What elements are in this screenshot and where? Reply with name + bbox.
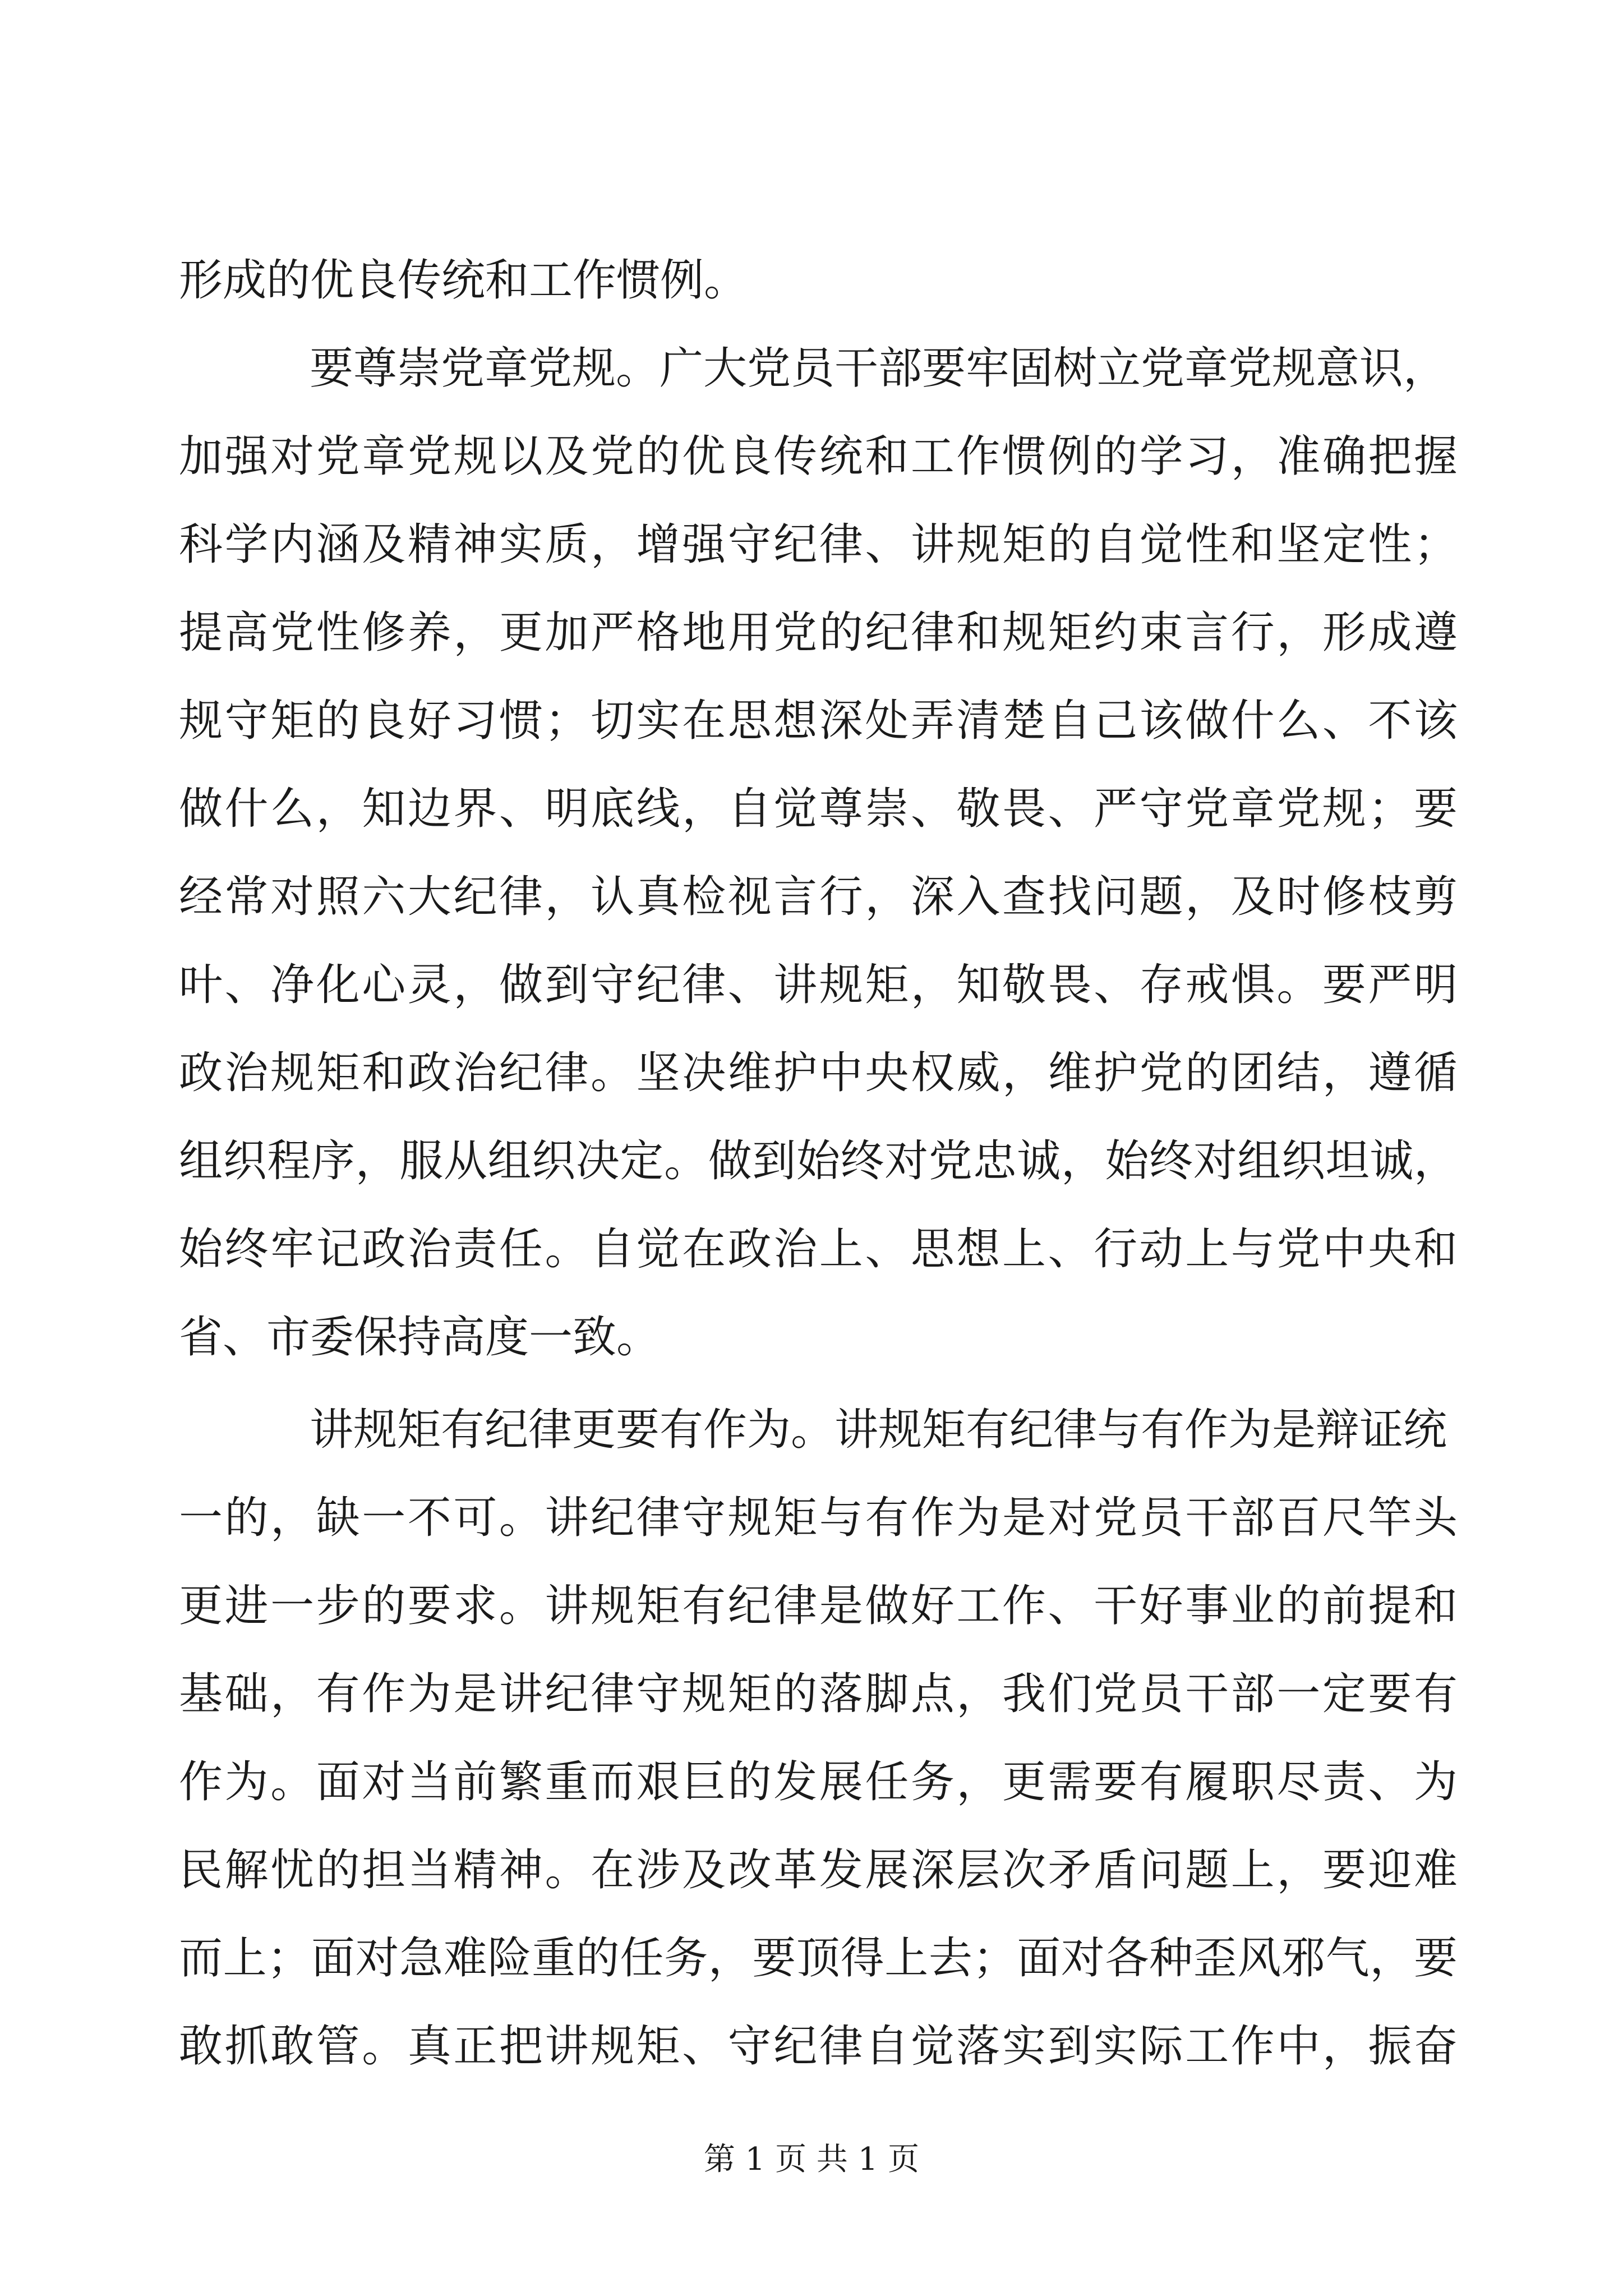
text-line: 形成的优良传统和工作惯例。 — [179, 255, 748, 306]
text-line: 经常对照六大纪律，认真检视言行，深入查找问题，及时修枝剪 — [179, 872, 1458, 922]
text-line: 提高党性修养，更加严格地用党的纪律和规矩约束言行，形成遵 — [179, 608, 1458, 658]
text-line: 始终牢记政治责任。自觉在政治上、思想上、行动上与党中央和 — [179, 1224, 1458, 1274]
page-number-footer: 第 1 页 共 1 页 — [703, 2141, 920, 2178]
text-line: 规守矩的良好习惯；切实在思想深处弄清楚自己该做什么、不该 — [179, 696, 1458, 746]
text-line: 省、市委保持高度一致。 — [179, 1312, 661, 1363]
text-line: 加强对党章党规以及党的优良传统和工作惯例的学习，准确把握 — [179, 431, 1458, 482]
text-line: 一的，缺一不可。讲纪律守规矩与有作为是对党员干部百尺竿头 — [179, 1493, 1458, 1543]
text-line: 做什么，知边界、明底线，自觉尊崇、敬畏、严守党章党规；要 — [179, 784, 1458, 834]
text-line: 敢抓敢管。真正把讲规矩、守纪律自觉落实到实际工作中，振奋 — [179, 2021, 1458, 2072]
text-line: 而上；面对急难险重的任务，要顶得上去；面对各种歪风邪气，要 — [179, 1933, 1458, 1984]
text-line: 叶、净化心灵，做到守纪律、讲规矩，知敬畏、存戒惧。要严明 — [179, 960, 1458, 1010]
text-line: 组织程序，服从组织决定。做到始终对党忠诚，始终对组织坦诚， — [179, 1136, 1458, 1186]
text-line: 民解忧的担当精神。在涉及改革发展深层次矛盾问题上，要迎难 — [179, 1845, 1458, 1895]
text-line: 科学内涵及精神实质，增强守纪律、讲规矩的自觉性和坚定性； — [179, 519, 1458, 570]
text-line: 基础，有作为是讲纪律守规矩的落脚点，我们党员干部一定要有 — [179, 1669, 1458, 1719]
paragraph-first-line: 要尊崇党章党规。广大党员干部要牢固树立党章党规意识， — [310, 343, 1447, 394]
text-line: 更进一步的要求。讲规矩有纪律是做好工作、干好事业的前提和 — [179, 1581, 1458, 1631]
text-line: 政治规矩和政治纪律。坚决维护中央权威，维护党的团结，遵循 — [179, 1048, 1458, 1098]
text-line: 作为。面对当前繁重而艰巨的发展任务，更需要有履职尽责、为 — [179, 1757, 1458, 1807]
paragraph-first-line: 讲规矩有纪律更要有作为。讲规矩有纪律与有作为是辩证统 — [310, 1405, 1447, 1455]
